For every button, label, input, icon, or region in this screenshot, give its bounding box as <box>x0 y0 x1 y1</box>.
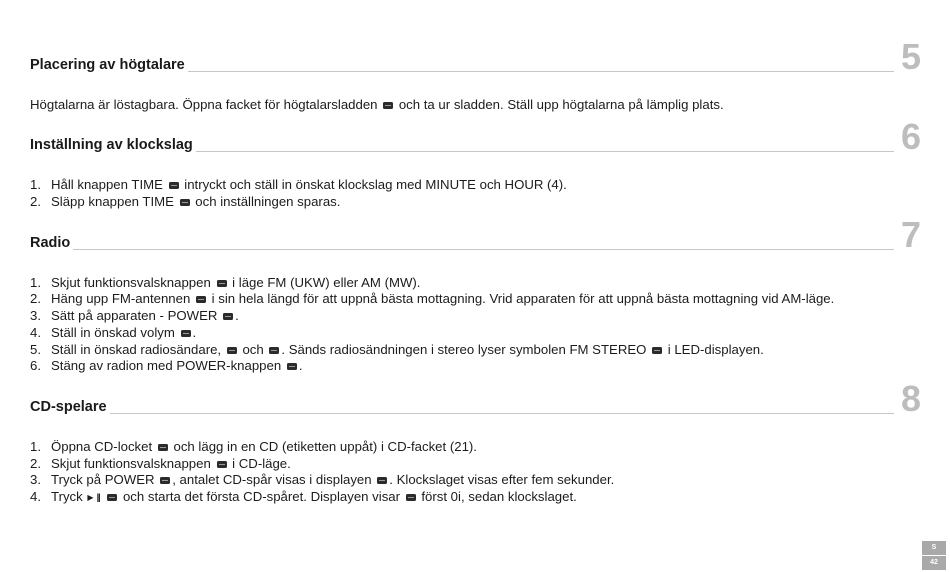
item-number: 5. <box>30 342 41 357</box>
button-reference-icon <box>287 363 297 370</box>
list-item <box>30 291 834 307</box>
text: Öppna CD-locket <box>51 439 153 454</box>
text: . <box>192 325 197 340</box>
button-reference-icon <box>217 280 227 287</box>
list-item <box>30 275 420 291</box>
heading-rule <box>196 151 894 152</box>
button-reference-icon <box>269 347 279 354</box>
button-reference-icon <box>160 477 170 484</box>
button-reference-icon <box>406 494 416 501</box>
item-number: 4. <box>30 325 41 340</box>
paragraph <box>30 97 724 113</box>
button-reference-icon <box>217 461 227 468</box>
list-item <box>30 489 577 506</box>
play-icon: ▶ <box>87 493 94 502</box>
text: . Sänds radiosändningen i stereo lyser symbolen FM STEREO <box>281 342 647 357</box>
section-number: 6 <box>900 116 922 157</box>
item-number: 2. <box>30 194 41 209</box>
text: Tryck på POWER <box>51 472 155 487</box>
button-reference-icon <box>383 102 393 109</box>
text: Skjut funktionsvalsknappen <box>51 275 211 290</box>
heading-rule <box>73 249 894 250</box>
text: och lägg in en CD (etiketten uppåt) i CD-facket (21). <box>173 439 477 454</box>
section-number: 5 <box>900 36 922 77</box>
text: i CD-läge. <box>232 456 291 471</box>
text: . <box>298 358 303 373</box>
text: Häng upp FM-antennen <box>51 291 191 306</box>
text: Skjut funktionsvalsknappen <box>51 456 211 471</box>
button-reference-icon <box>180 199 190 206</box>
language-tab: S <box>922 541 946 555</box>
heading-rule <box>110 413 894 414</box>
text: intryckt och ställ in önskat klockslag med MINUTE och HOUR (4). <box>184 177 567 192</box>
item-number: 4. <box>30 489 41 504</box>
list-item <box>30 456 291 472</box>
text: . <box>235 308 239 323</box>
text: i sin hela längd för att uppnå bästa mottagning. Vrid apparaten för att uppnå bästa mottagning vid AM-läge. <box>211 291 835 306</box>
list-item <box>30 342 764 358</box>
heading-rule <box>188 71 894 72</box>
text: , antalet CD-spår visas i displayen <box>172 472 372 487</box>
text: . Klockslaget visas efter fem sekunder. <box>389 472 615 487</box>
text: Släpp knappen TIME <box>51 194 174 209</box>
button-reference-icon <box>158 444 168 451</box>
button-reference-icon <box>227 347 237 354</box>
button-reference-icon <box>181 330 191 337</box>
section-heading-clock <box>30 133 894 153</box>
text: Håll knappen TIME <box>51 177 163 192</box>
section-number: 8 <box>900 378 922 419</box>
text: i LED-displayen. <box>667 342 764 357</box>
list-item <box>30 177 567 193</box>
item-number: 1. <box>30 439 41 454</box>
list-item <box>30 439 477 455</box>
text: Stäng av radion med POWER-knappen <box>51 358 282 373</box>
list-item <box>30 194 340 210</box>
text: och starta det första CD-spåret. Displayen visar <box>122 489 401 504</box>
pause-icon: || <box>96 492 100 502</box>
section-heading-speakers <box>30 53 894 73</box>
item-number: 2. <box>30 291 41 306</box>
button-reference-icon <box>196 296 206 303</box>
item-number: 1. <box>30 177 41 192</box>
item-number: 2. <box>30 456 41 471</box>
section-heading-radio <box>30 231 894 251</box>
section-title: CD-spelare <box>30 399 110 415</box>
list-item <box>30 358 303 374</box>
text: först 0i, sedan klockslaget. <box>421 489 577 504</box>
item-number: 3. <box>30 308 41 323</box>
section-title: Inställning av klockslag <box>30 137 196 153</box>
section-number: 7 <box>900 214 922 255</box>
text: Sätt på apparaten - POWER <box>51 308 218 323</box>
text: och <box>242 342 264 357</box>
list-item <box>30 325 196 341</box>
list-item <box>30 472 614 488</box>
item-number: 3. <box>30 472 41 487</box>
item-number: 1. <box>30 275 41 290</box>
button-reference-icon <box>377 477 387 484</box>
button-reference-icon <box>223 313 233 320</box>
page-number: 42 <box>922 556 946 570</box>
button-reference-icon <box>169 182 179 189</box>
text: Ställ in önskad radiosändare, <box>51 342 222 357</box>
section-heading-cd <box>30 395 894 415</box>
text: i läge FM (UKW) eller AM (MW). <box>232 275 421 290</box>
section-title: Radio <box>30 235 73 251</box>
button-reference-icon <box>107 494 117 501</box>
text: Tryck <box>51 489 83 504</box>
text: och ta ur sladden. Ställ upp högtalarna på lämplig plats. <box>398 97 724 112</box>
text: Högtalarna är löstagbara. Öppna facket för högtalarsladden <box>30 97 378 112</box>
item-number: 6. <box>30 358 41 373</box>
button-reference-icon <box>652 347 662 354</box>
section-title: Placering av högtalare <box>30 57 188 73</box>
text: Ställ in önskad volym <box>51 325 175 340</box>
list-item <box>30 308 239 324</box>
text: och inställningen sparas. <box>195 194 341 209</box>
